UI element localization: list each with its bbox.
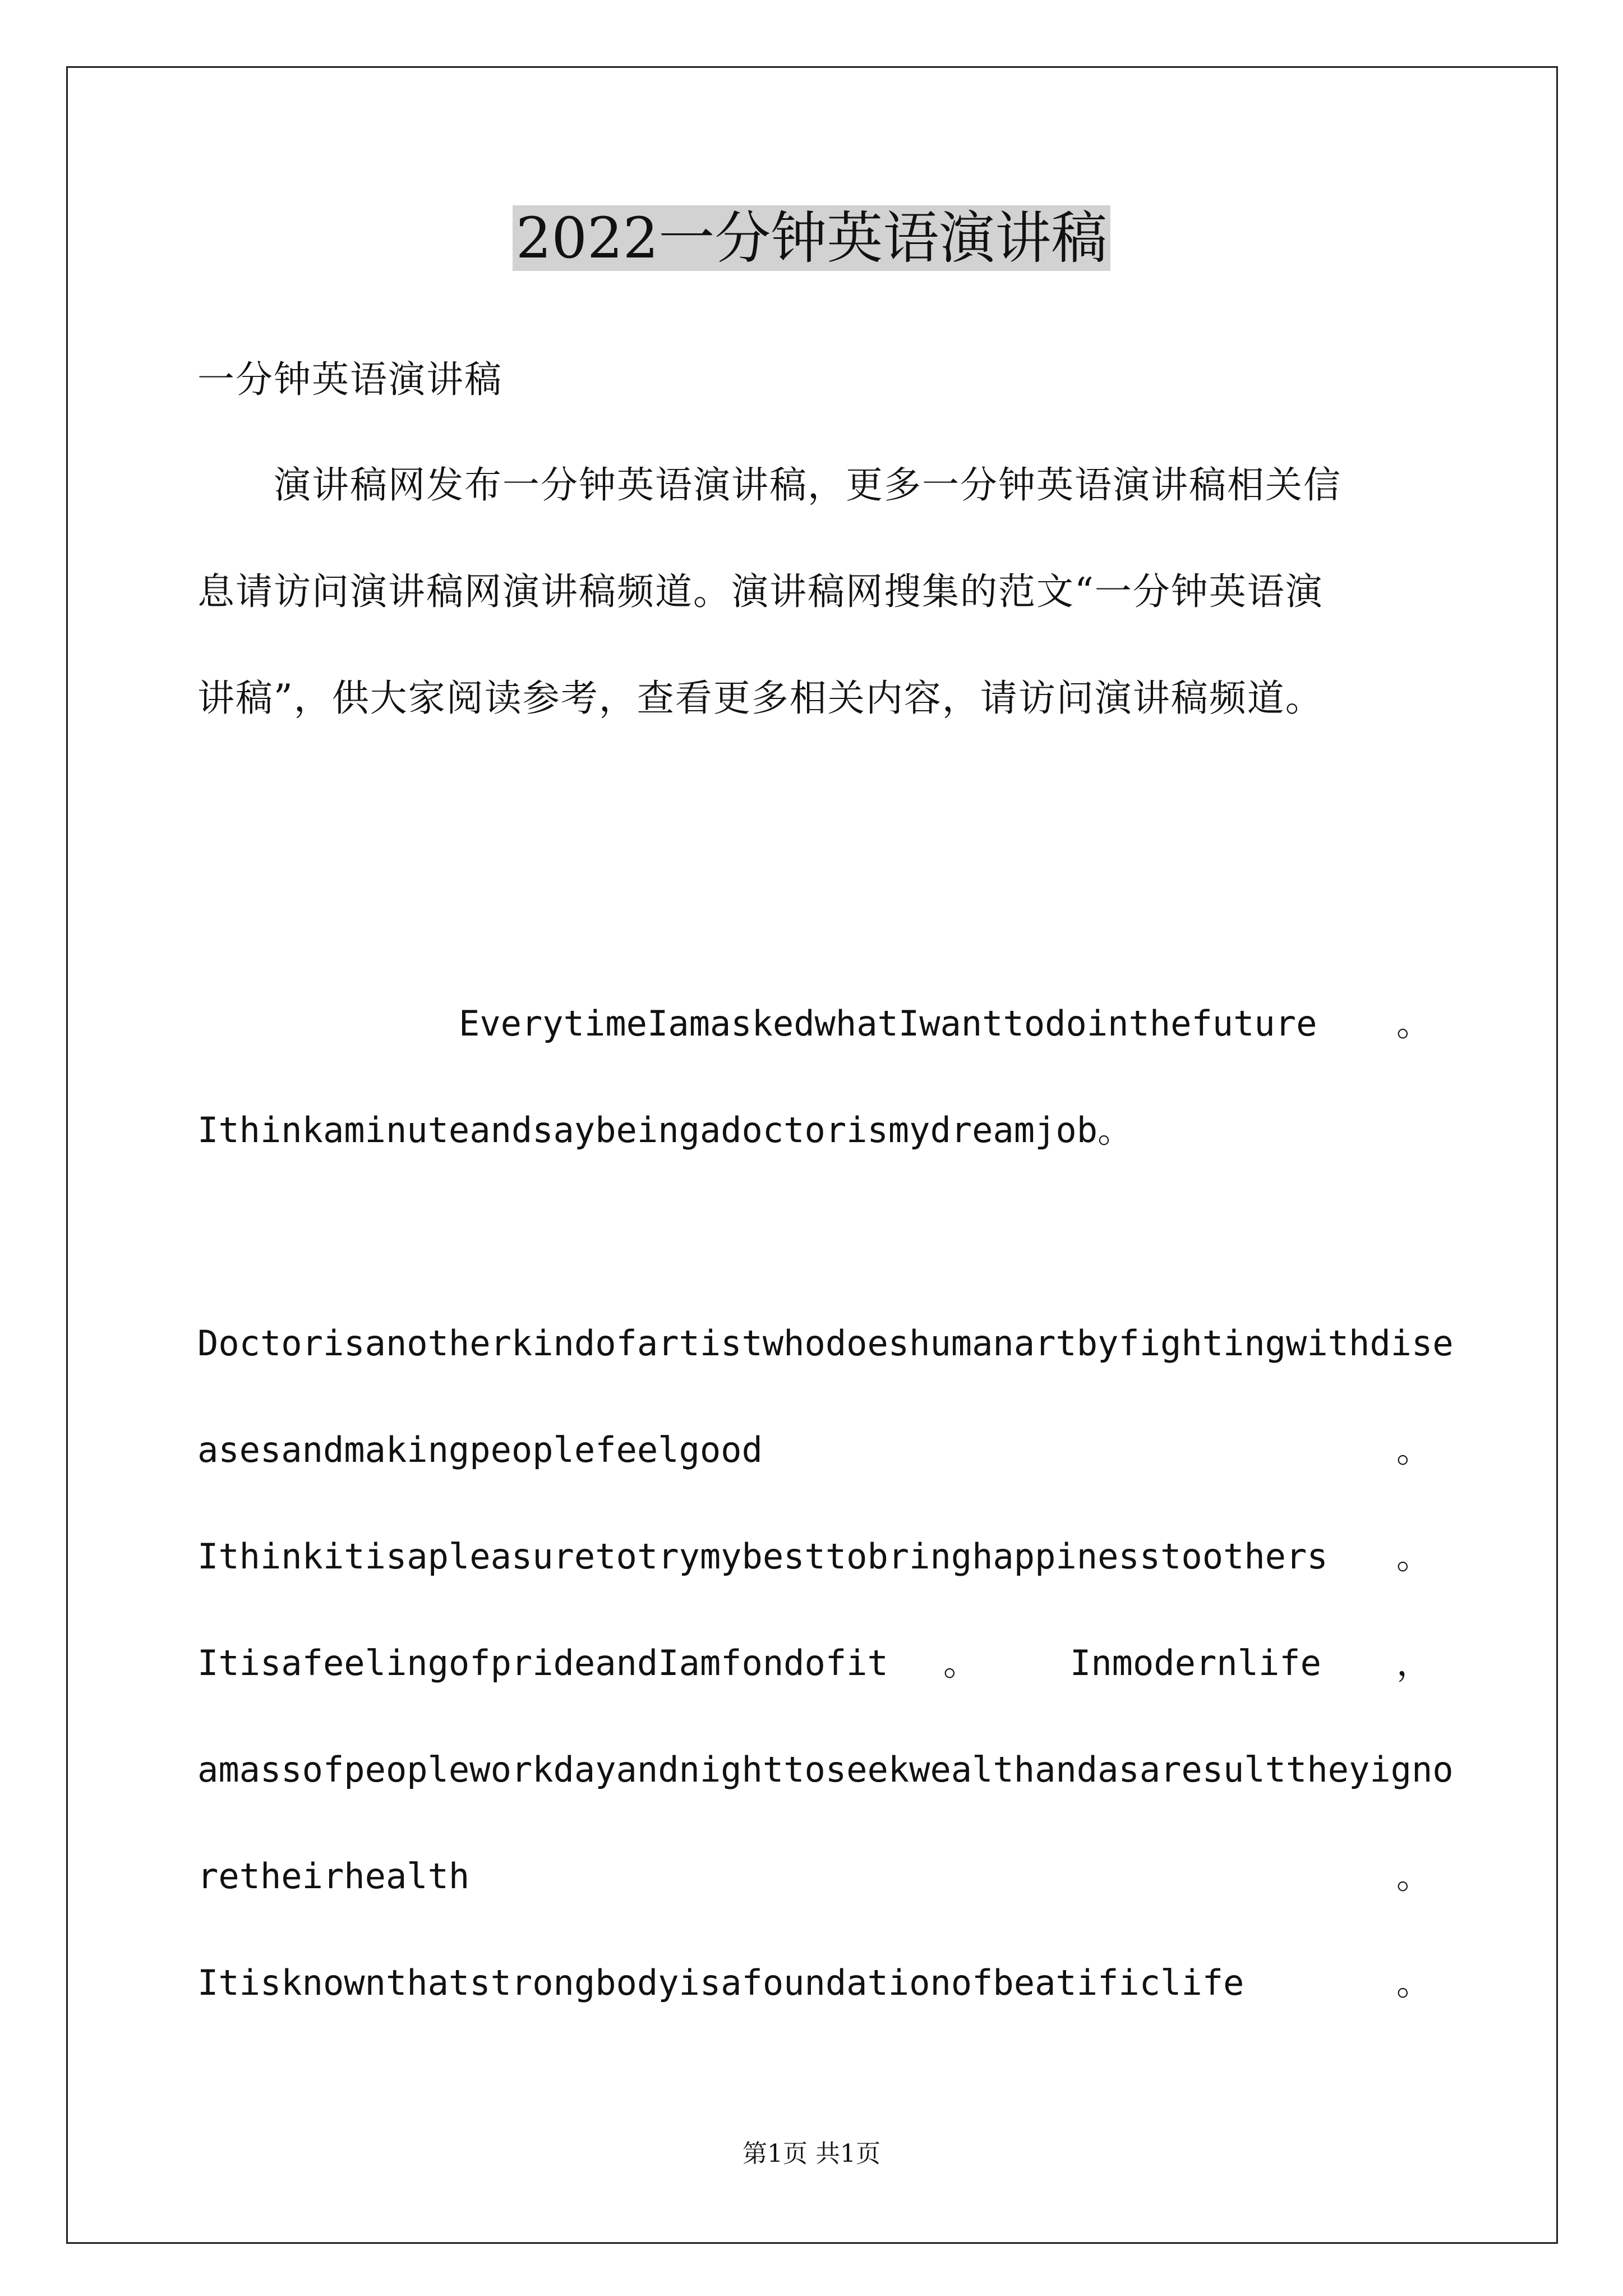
english-line-punct: 。 [1396, 1856, 1431, 1897]
english-line-text: retheirhealth [197, 1856, 470, 1897]
document-title [0, 196, 1623, 280]
english-line-mid-text: Inmodernlife [1070, 1642, 1321, 1683]
english-line-text: asesandmakingpeoplefeelgood [197, 1429, 763, 1470]
english-line-text: amassofpeopleworkdayandnighttoseekwealthandasaresulttheyigno [197, 1749, 1454, 1790]
english-line [197, 1823, 1431, 1930]
intro-line-text: 演讲稿网发布一分钟英语演讲稿，更多一分钟英语演讲稿相关信 [274, 463, 1341, 507]
english-line-text: EverytimeIamaskedwhatIwanttodointhefuture [459, 1003, 1317, 1044]
intro-paragraph-line: 息请访问演讲稿网演讲稿频道。演讲稿网搜集的范文“一分钟英语演 [197, 570, 1324, 613]
english-line-punct: 。 [1396, 1536, 1431, 1577]
page-footer: 第1页 共1页 [743, 2139, 880, 2168]
english-line-text: Ithinkitisapleasuretotrymybesttobringhappinesstoothers [197, 1536, 1328, 1577]
english-line [197, 1077, 1431, 1184]
english-line [197, 1930, 1431, 2036]
intro-paragraph-line [197, 432, 1431, 539]
english-line [197, 970, 1431, 1077]
english-line [197, 1503, 1431, 1610]
intro-paragraph-line: 讲稿”，供大家阅读参考，查看更多相关内容，请访问演讲稿频道。 [197, 677, 1324, 720]
english-line-punct: 。 [1396, 1962, 1431, 2003]
english-line-punct: ， [1396, 1642, 1431, 1683]
english-line-punct: 。 [1396, 1003, 1431, 1044]
english-line-text: Doctorisanotherkindofartistwhodoeshumanartbyfightingwithdise [197, 1323, 1454, 1364]
english-line-text: Ithinkaminuteandsaybeingadoctorismydreamjob。 [197, 1110, 1133, 1151]
english-line [197, 1610, 1431, 1717]
english-line-text: Itisknownthatstrongbodyisafoundationofbeatificlife [197, 1962, 1244, 2003]
english-line-mid-punct: 。 [943, 1642, 979, 1683]
english-line-text: ItisafeelingofprideandIamfondofit [197, 1642, 888, 1683]
document-title-text: 2022一分钟英语演讲稿 [513, 205, 1111, 271]
english-line [197, 1397, 1431, 1503]
english-line [197, 1717, 1454, 1823]
english-line-punct: 。 [1396, 1429, 1431, 1470]
section-heading: 一分钟英语演讲稿 [197, 358, 502, 401]
english-line [197, 1290, 1454, 1397]
